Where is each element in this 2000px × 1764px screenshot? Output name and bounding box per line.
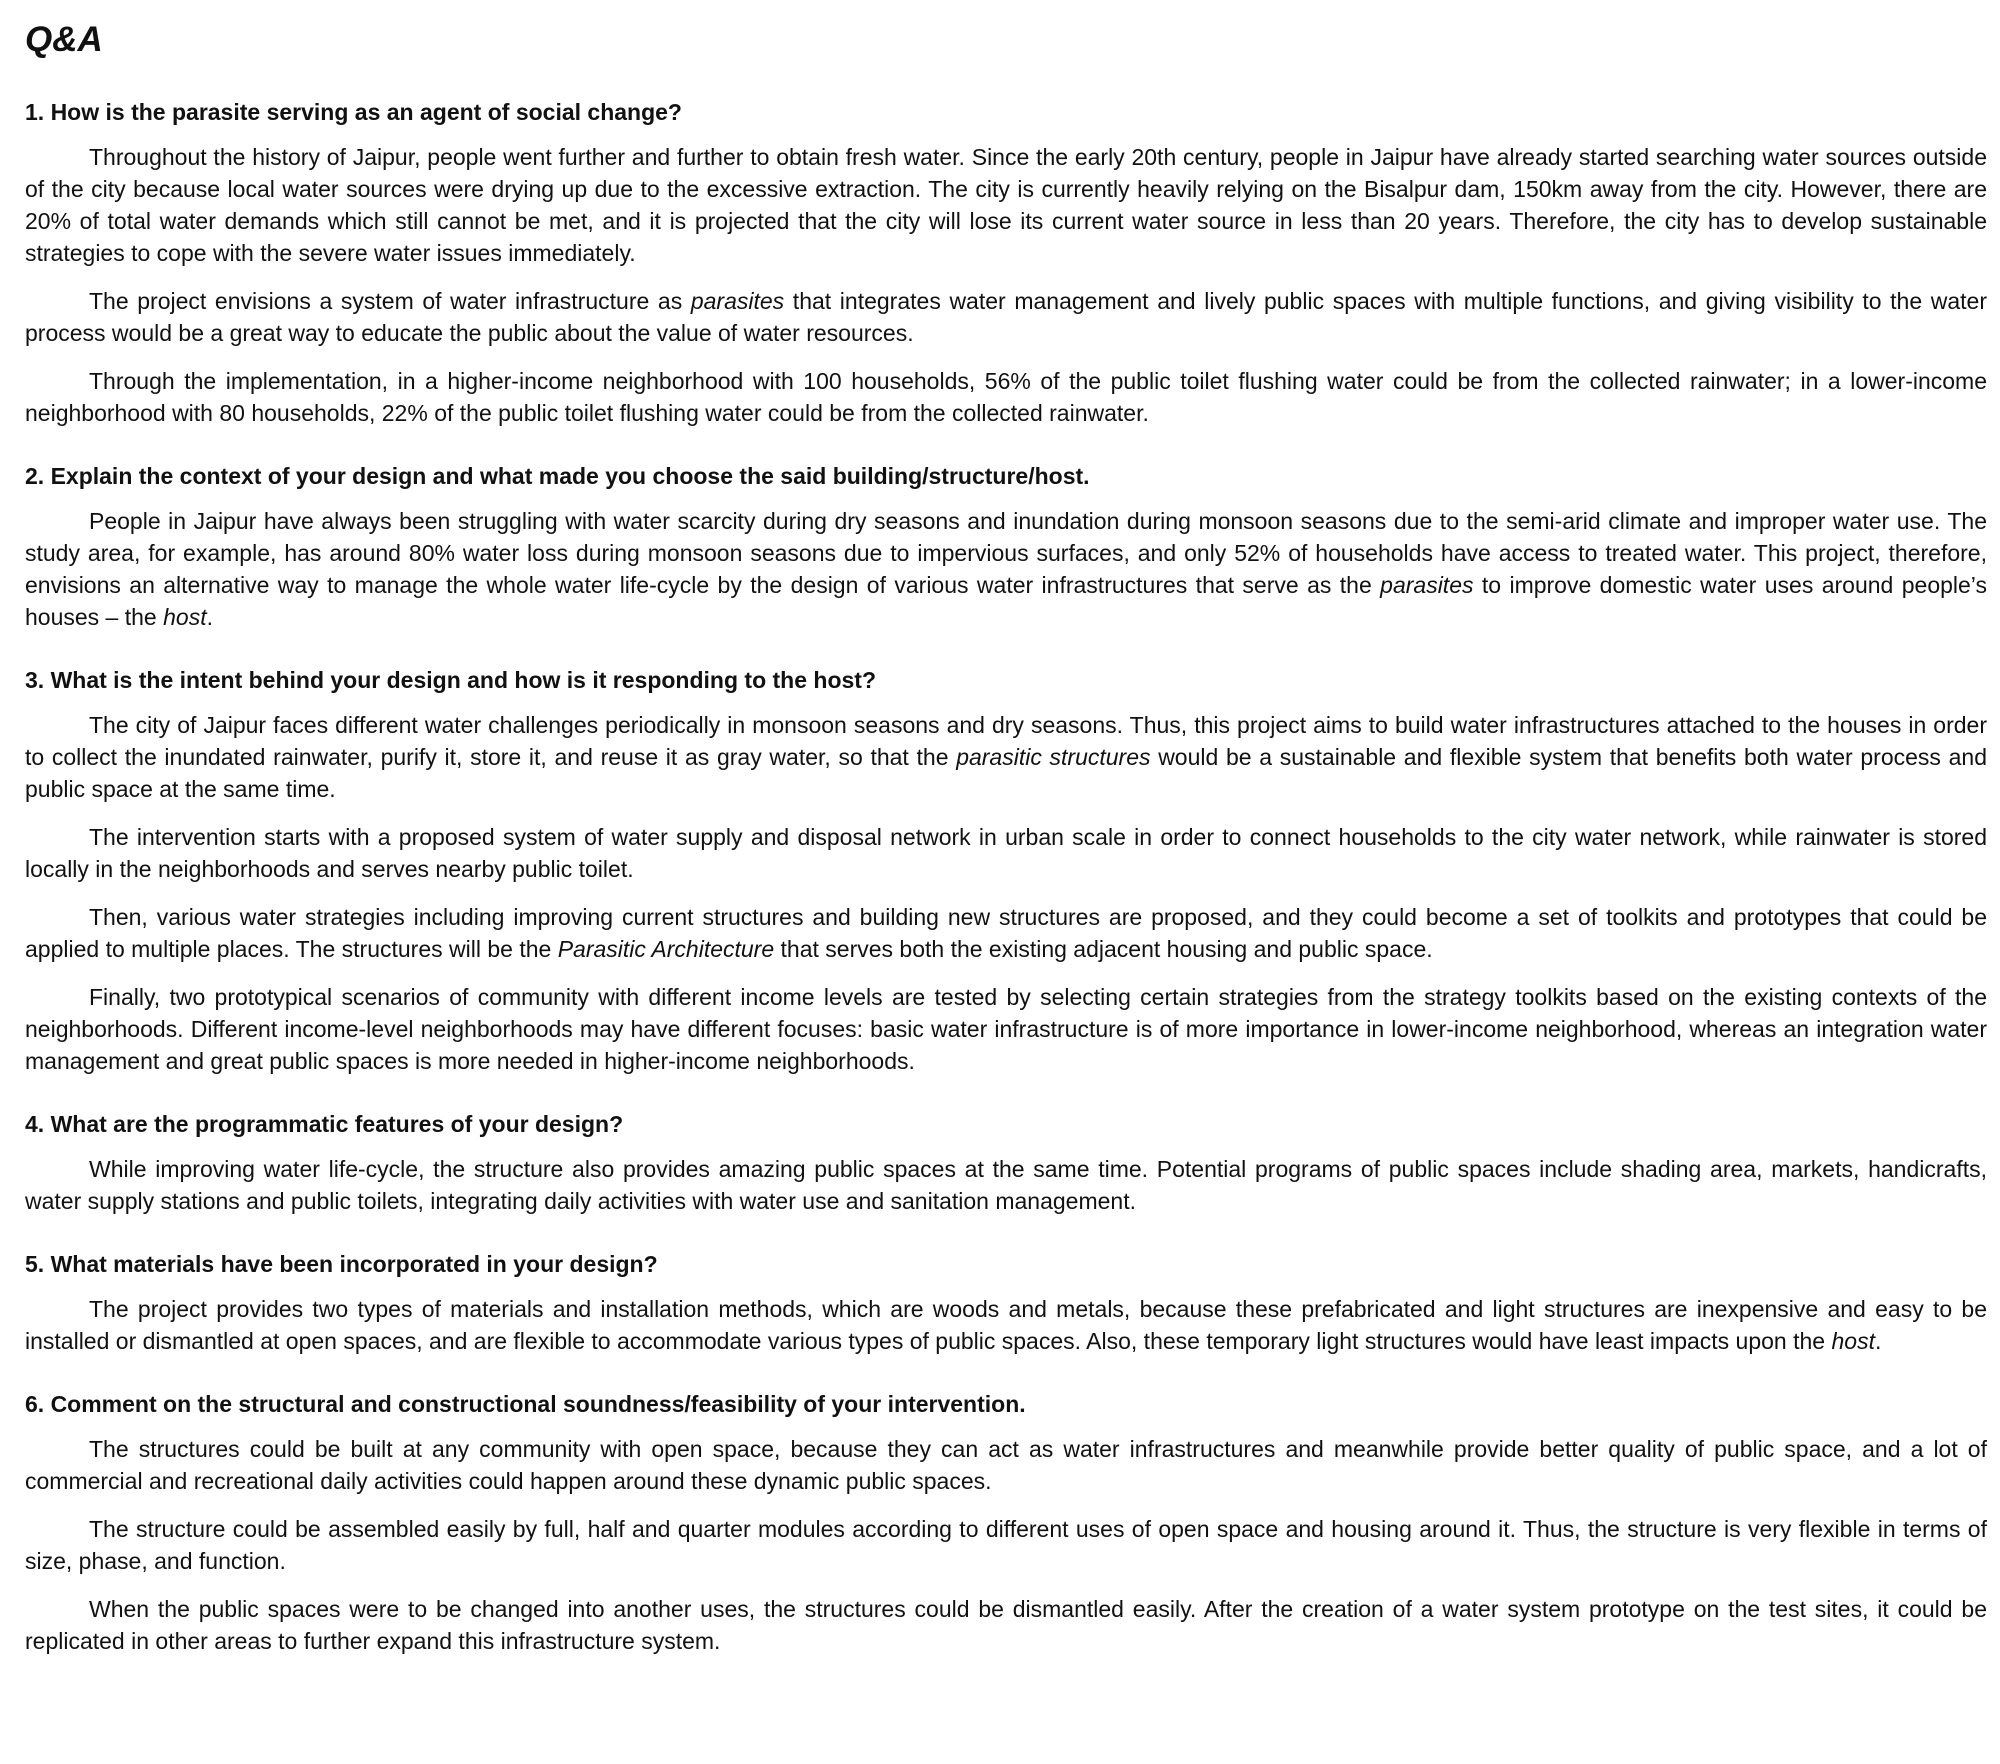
question-heading: 5. What materials have been incorporated in your design?: [25, 1251, 658, 1277]
qa-section: [25, 664, 1987, 1077]
page-title: Q&A: [25, 20, 103, 59]
text-run: .: [206, 604, 213, 630]
answer-paragraph: [25, 821, 1987, 885]
emphasis-text: Parasitic Architecture: [557, 936, 775, 962]
qa-section: [25, 1108, 1987, 1217]
emphasis-text: parasites: [690, 288, 785, 314]
qa-section: [25, 460, 1987, 633]
answer-paragraph: [25, 981, 1987, 1077]
text-run: Throughout the history of Jaipur, people went further and further to obtain fresh water. Since the early 20th century, people in Jaipur have already started searching water sources outside of the city because local water sources were drying up due to the excessive extraction. The city is currently heavily relying on the Bisalpur dam, 150km away from the city. However, there are 20% of total water demands which still cannot be met, and it is projected that the city will lose its current water source in less than 20 years. Therefore, the city has to develop sustainable strategies to cope with the severe water issues immediately.: [25, 144, 1987, 266]
text-run: The structures could be built at any community with open space, because they can act as water infrastructures and meanwhile provide better quality of public space, and a lot of commercial and recreational daily activities could happen around these dynamic public spaces.: [25, 1436, 1987, 1494]
emphasis-text: host: [163, 604, 207, 630]
text-run: People in Jaipur have always been struggling with water scarcity during dry seasons and inundation during monsoon seasons due to the semi-arid climate and improper water use. The study area, for example, has around 80% water loss during monsoon seasons due to impervious surfaces, and only 52% of households have access to treated water. This project, therefore, envisions an alternative way to manage the whole water life-cycle by the design of various water infrastructures that serve as the: [25, 508, 1987, 598]
text-run: Finally, two prototypical scenarios of community with different income levels are tested by selecting certain strategies from the strategy toolkits based on the existing contexts of the neighborhoods. Different income-level neighborhoods may have different focuses: basic water infrastructure is of more importance in lower-income neighborhood, whereas an integration water management and great public spaces is more needed in higher-income neighborhoods.: [25, 984, 1987, 1074]
question-heading: 2. Explain the context of your design and what made you choose the said building/structure/host.: [25, 463, 1090, 489]
text-run: The project provides two types of materials and installation methods, which are woods and metals, because these prefabricated and light structures are inexpensive and easy to be installed or dismantled at open spaces, and are flexible to accommodate various types of public spaces. Also, these temporary light structures would have least impacts upon the: [25, 1296, 1987, 1354]
text-run: When the public spaces were to be changed into another uses, the structures could be dismantled easily. After the creation of a water system prototype on the test sites, it could be replicated in other areas to further expand this infrastructure system.: [25, 1596, 1987, 1654]
text-run: that integrates water management and lively public spaces with multiple functions, and giving visibility to the water process would be a great way to educate the public about the value of water resources.: [25, 288, 1987, 346]
qa-section: [25, 1388, 1987, 1657]
answer-paragraph: [25, 1293, 1987, 1357]
answer-paragraph: [25, 505, 1987, 633]
text-run: .: [1874, 1328, 1882, 1354]
text-run: The intervention starts with a proposed system of water supply and disposal network in urban scale in order to connect households to the city water network, while rainwater is stored locally in the neighborhoods and serves nearby public toilet.: [25, 824, 1987, 882]
text-run: Through the implementation, in a higher-income neighborhood with 100 households, 56% of the public toilet flushing water could be from the collected rainwater; in a lower-income neighborhood with 80 households, 22% of the public toilet flushing water could be from the collected rainwater.: [25, 368, 1987, 426]
text-run: Then, various water strategies including improving current structures and building new structures are proposed, and they could become a set of toolkits and prototypes that could be applied to multiple places. The structures will be the: [25, 904, 1987, 962]
text-run: The city of Jaipur faces different water challenges periodically in monsoon seasons and dry seasons. Thus, this project aims to build water infrastructures attached to the houses in order to collect the inundated rainwater, purify it, store it, and reuse it as gray water, so that the: [25, 712, 1987, 770]
answer-paragraph: [25, 709, 1987, 805]
answer-paragraph: [25, 1433, 1987, 1497]
qa-section: [25, 96, 1987, 429]
answer-paragraph: [25, 1513, 1987, 1577]
answer-paragraph: [25, 285, 1987, 349]
question-heading: 1. How is the parasite serving as an agent of social change?: [25, 99, 682, 125]
qa-section: [25, 1248, 1987, 1357]
question-heading: 4. What are the programmatic features of your design?: [25, 1111, 624, 1137]
answer-paragraph: [25, 365, 1987, 429]
answer-paragraph: [25, 901, 1987, 965]
text-run: The project envisions a system of water infrastructure as: [89, 288, 691, 314]
emphasis-text: parasites: [1380, 572, 1474, 598]
text-run: that serves both the existing adjacent housing and public space.: [774, 936, 1433, 962]
text-run: to improve domestic water uses around people’s houses – the: [25, 572, 1988, 630]
text-run: The structure could be assembled easily by full, half and quarter modules according to different uses of open space and housing around it. Thus, the structure is very flexible in terms of size, phase, and function.: [25, 1516, 1987, 1574]
emphasis-text: host: [1831, 1328, 1875, 1354]
answer-paragraph: [25, 1593, 1987, 1657]
question-heading: 6. Comment on the structural and constructional soundness/feasibility of your intervention.: [25, 1391, 1026, 1417]
document-page: [25, 14, 1987, 1688]
emphasis-text: parasitic structures: [956, 744, 1151, 770]
answer-paragraph: [25, 1153, 1987, 1217]
answer-paragraph: [25, 141, 1987, 269]
question-heading: 3. What is the intent behind your design and how is it responding to the host?: [25, 667, 876, 693]
qa-list: [25, 96, 1987, 1657]
text-run: would be a sustainable and flexible system that benefits both water process and public space at the same time.: [25, 744, 1987, 802]
text-run: While improving water life-cycle, the structure also provides amazing public spaces at the same time. Potential programs of public spaces include shading area, markets, handicrafts, water supply stations and public toilets, integrating daily activities with water use and sanitation management.: [25, 1156, 1987, 1214]
